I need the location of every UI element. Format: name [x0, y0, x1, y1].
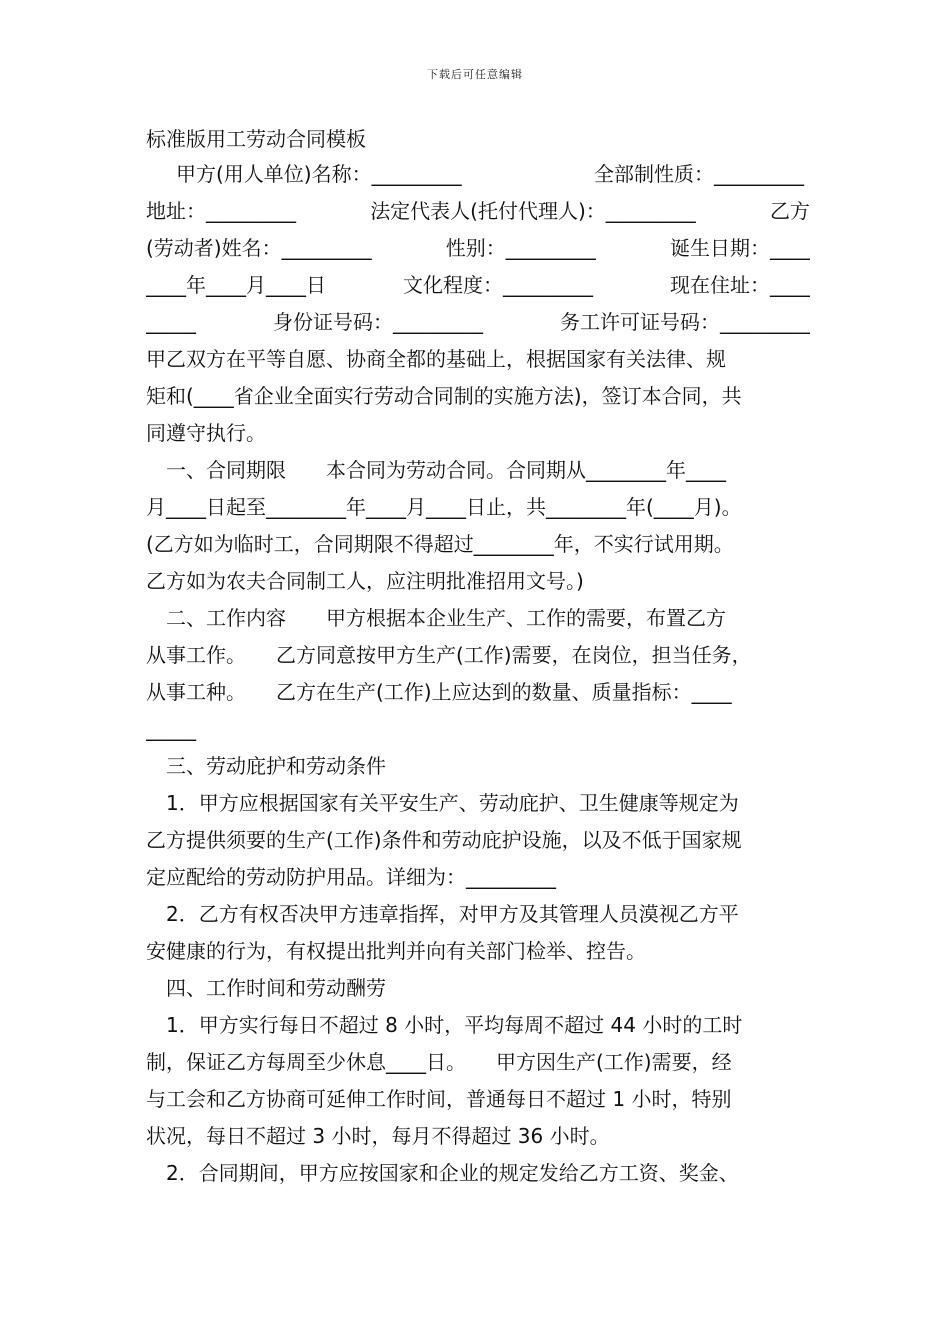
section-working-hours — [146, 970, 810, 1192]
birth-date-continued: ____年____月____日 — [146, 273, 326, 297]
text-line: 安健康的行为，有权提出批判并向有关部门检举、控告。 — [146, 939, 646, 963]
text-line: 与工会和乙方协商可延伸工作时间，普通每日不超过 1 小时，特别 — [146, 1087, 732, 1111]
field-row-2 — [146, 193, 810, 230]
document-title: 标准版用工劳动合同模板 — [146, 127, 366, 151]
text-line: 乙方提供须要的生产(工作)条件和劳动庇护设施，以及不低于国家规 — [146, 828, 742, 852]
section-labor-protection — [146, 748, 810, 970]
field-row-1 — [146, 156, 810, 193]
text-line: 从事工作。 乙方同意按甲方生产(工作)需要，在岗位，担当任务， — [146, 643, 752, 667]
work-permit-field: 务工许可证号码：_________ — [560, 310, 810, 334]
education-field: 文化程度：_________ — [403, 273, 593, 297]
text-line: 一、合同期限 本合同为劳动合同。合同期从________年____ — [146, 458, 726, 482]
contract-document — [146, 122, 810, 1192]
text-line: 同遵守执行。 — [146, 421, 266, 445]
legal-representative-field: 法定代表人(托付代理人)：_________ — [370, 199, 696, 223]
text-line: 从事工种。 乙方在生产(工作)上应达到的数量、质量指标：____ — [146, 680, 732, 704]
ownership-type-field: 全部制性质：_________ — [594, 162, 804, 186]
birth-date-field: 诞生日期：____ — [669, 236, 810, 260]
gender-field: 性别：_________ — [445, 236, 596, 260]
text-line: _____ — [146, 717, 196, 741]
field-row-4 — [146, 267, 810, 304]
text-line: (乙方如为临时工，合同期限不得超过________年，不实行试用期。 — [146, 532, 734, 556]
text-line: 矩和(____省企业全面实行劳动合同制的实施方法)，签订本合同，共 — [146, 384, 742, 408]
text-line: 1．甲方实行每日不超过 8 小时，平均每周不超过 44 小时的工时 — [146, 1013, 743, 1037]
text-line: 状况，每日不超过 3 小时，每月不得超过 36 小时。 — [146, 1124, 610, 1148]
section-work-content — [146, 600, 810, 748]
address-field: 地址：_________ — [146, 199, 296, 223]
field-row-3 — [146, 230, 810, 267]
current-address-field: 现在住址：____ — [670, 273, 810, 297]
worker-name-field: (劳动者)姓名：_________ — [146, 236, 372, 260]
section-heading: 四、工作时间和劳动酬劳 — [146, 976, 386, 1000]
party-b-label: 乙方 — [769, 199, 810, 223]
text-line: 2．乙方有权否决甲方违章指挥，对甲方及其管理人员漠视乙方平 — [146, 902, 739, 926]
address-continued: _____ — [146, 310, 196, 334]
preamble-paragraph — [146, 341, 810, 452]
header-note: 下载后可任意编辑 — [427, 68, 523, 81]
field-row-5 — [146, 304, 810, 341]
section-contract-term — [146, 452, 810, 600]
text-line: 制，保证乙方每周至少休息____日。 甲方因生产(工作)需要，经 — [146, 1050, 732, 1074]
id-number-field: 身份证号码：_________ — [273, 310, 483, 334]
text-line: 乙方如为农夫合同制工人，应注明批准招用文号。) — [146, 569, 584, 593]
text-line: 二、工作内容 甲方根据本企业生产、工作的需要，布置乙方 — [146, 606, 726, 630]
text-line: 2．合同期间，甲方应按国家和企业的规定发给乙方工资、奖金、 — [146, 1161, 739, 1185]
text-line: 1．甲方应根据国家有关平安生产、劳动庇护、卫生健康等规定为 — [146, 791, 739, 815]
section-heading: 三、劳动庇护和劳动条件 — [146, 754, 386, 778]
text-line: 定应配给的劳动防护用品。详细为：_________ — [146, 865, 556, 889]
employer-name-field: 甲方(用人单位)名称：_________ — [176, 162, 462, 186]
text-line: 甲乙双方在平等自愿、协商全都的基础上，根据国家有关法律、规 — [146, 347, 726, 371]
text-line: 月____日起至________年____月____日止，共________年(____月)。 — [146, 495, 742, 519]
